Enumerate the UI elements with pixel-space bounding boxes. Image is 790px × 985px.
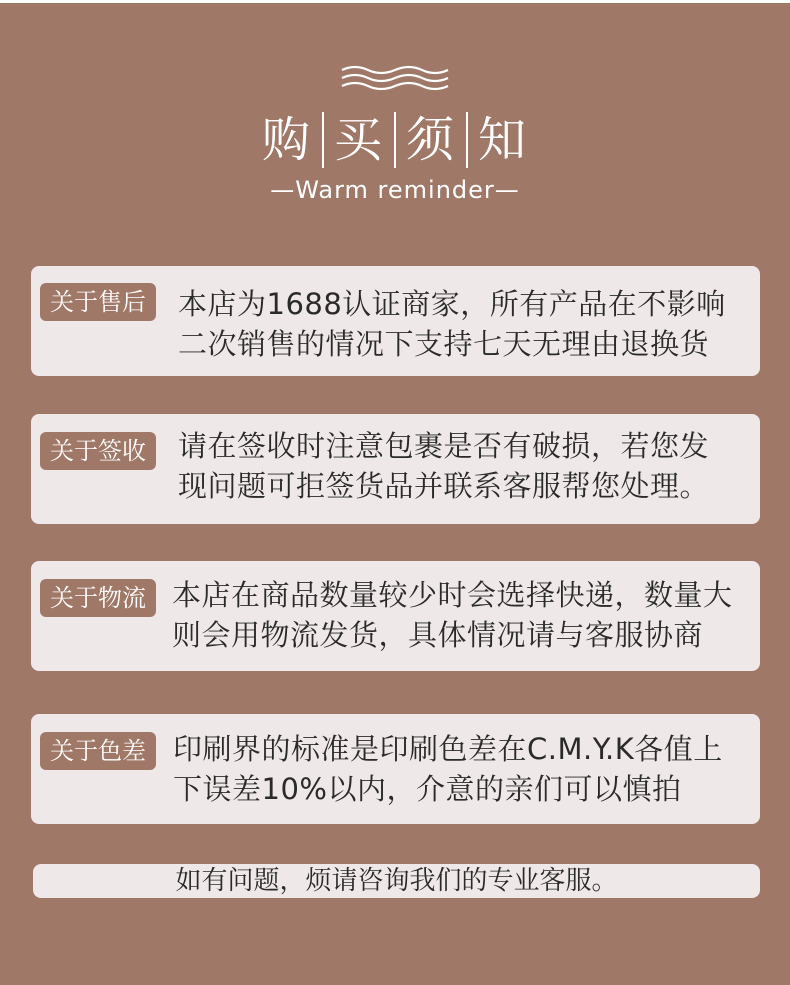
card-line: 现问题可拒签货品并联系客服帮您处理。 [178,469,710,503]
card-line: 请在签收时注意包裹是否有破损，若您发 [178,429,710,463]
card-tag: 关于色差 [40,732,156,770]
page-title [0,112,790,168]
title-char: 须 [406,112,457,168]
card-line: 本店在商品数量较少时会选择快递，数量大 [172,578,733,612]
card-text [178,284,726,364]
card-tag: 关于物流 [40,579,156,617]
card-text [178,426,709,506]
card-after-sales [31,266,760,376]
card-line: 印刷界的标准是印刷色差在C.M.Y.K各值上 [173,732,723,766]
card-line: 下误差10%以内，介意的亲们可以慎拍 [173,772,682,806]
title-char: 买 [333,112,384,168]
footer-note: 如有问题，烦请咨询我们的专业客服。 [33,864,760,898]
card-tag: 关于售后 [40,283,156,321]
card-tag: 关于签收 [40,432,156,470]
card-text [173,729,723,809]
card-line: 则会用物流发货，具体情况请与客服协商 [172,618,704,652]
title-char: 知 [478,112,529,168]
card-logistics [31,561,760,671]
card-text [172,575,733,655]
card-line: 本店为1688认证商家，所有产品在不影响 [178,287,726,321]
card-color-difference [31,714,760,824]
waves-icon [340,62,450,92]
card-receipt [31,414,760,524]
page-subtitle: —Warm reminder— [270,176,520,204]
top-edge [0,0,790,3]
card-line: 二次销售的情况下支持七天无理由退换货 [178,327,710,361]
title-char: 购 [261,112,312,168]
